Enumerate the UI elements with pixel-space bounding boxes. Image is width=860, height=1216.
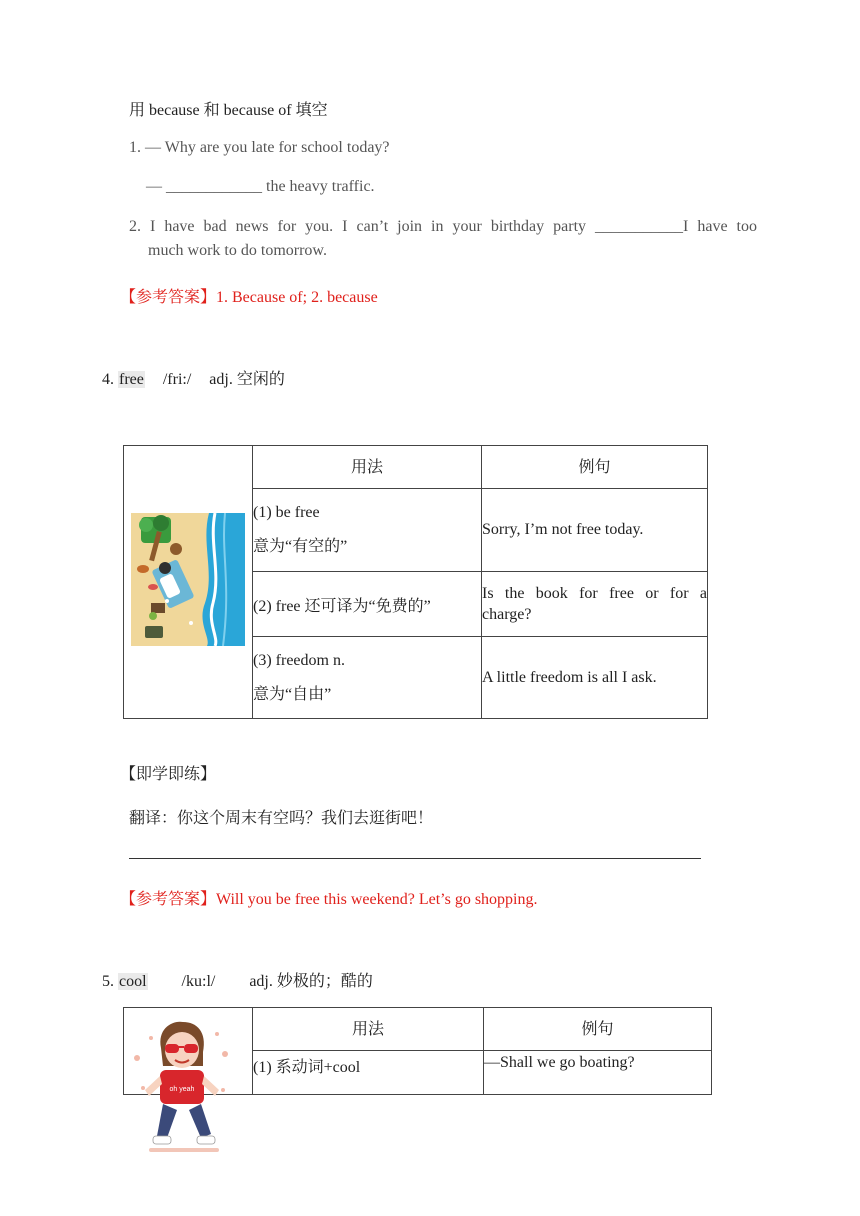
vocab-word: cool bbox=[119, 973, 147, 990]
usage-line: (1) be free bbox=[253, 504, 320, 521]
question-2-line-1: 2. I have bad news for you. I can’t join in your birthday party ___________I have too bbox=[129, 218, 757, 235]
header-usage: 用法 bbox=[253, 1008, 484, 1051]
word-number: 4. bbox=[102, 371, 114, 388]
question-1: 1. — Why are you late for school today? bbox=[129, 139, 390, 156]
usage-cell: (2) free 还可译为“免费的” bbox=[253, 572, 482, 637]
header-usage: 用法 bbox=[253, 446, 482, 489]
word-heading-free bbox=[102, 366, 285, 389]
example-cell: —Shall we go boating? bbox=[484, 1051, 712, 1095]
shirt-text: oh yeah bbox=[169, 1086, 195, 1093]
question-2-line-2: much work to do tomorrow. bbox=[148, 242, 327, 259]
usage-cell bbox=[253, 489, 482, 572]
illustration-cell bbox=[124, 446, 253, 719]
example-cell bbox=[482, 572, 708, 637]
word-heading-cool bbox=[102, 968, 373, 991]
question-1-answer-line: — ____________ the heavy traffic. bbox=[146, 178, 375, 195]
phonetic: /fri:/ bbox=[162, 371, 192, 388]
answer-blank-line bbox=[129, 858, 701, 859]
practice-answer: 【参考答案】Will you be free this weekend? Let’s go shopping. bbox=[120, 891, 538, 908]
usage-table-free bbox=[123, 445, 708, 719]
usage-cell bbox=[253, 637, 482, 719]
part-of-speech-meaning: adj. 妙极的；酷的 bbox=[249, 973, 373, 990]
example-cell: Sorry, I’m not free today. bbox=[482, 489, 708, 572]
usage-line: (3) freedom n. bbox=[253, 651, 345, 669]
cool-girl-illustration-icon bbox=[127, 1018, 237, 1160]
usage-line: 意为“有空的” bbox=[253, 538, 348, 555]
header-example: 例句 bbox=[482, 446, 708, 489]
header-example: 例句 bbox=[484, 1008, 712, 1051]
phonetic: /ku:l/ bbox=[181, 973, 216, 990]
exercise-instruction: 用 because 和 because of 填空 bbox=[129, 102, 328, 119]
vocab-word: free bbox=[119, 371, 144, 388]
part-of-speech-meaning: adj. 空闲的 bbox=[209, 371, 285, 388]
usage-cell: (1) 系动词+cool bbox=[253, 1051, 484, 1095]
example-line: Is the book for free or for a bbox=[482, 584, 707, 602]
practice-prompt: 翻译：你这个周末有空吗？我们去逛街吧！ bbox=[129, 810, 434, 827]
word-number: 5. bbox=[102, 973, 114, 990]
beach-illustration-icon bbox=[131, 513, 245, 646]
example-line: charge? bbox=[482, 605, 532, 623]
exercise-answer: 【参考答案】1. Because of; 2. because bbox=[120, 289, 378, 306]
practice-title: 【即学即练】 bbox=[120, 766, 217, 783]
example-cell: A little freedom is all I ask. bbox=[482, 637, 708, 719]
usage-line: 意为“自由” bbox=[253, 685, 332, 703]
